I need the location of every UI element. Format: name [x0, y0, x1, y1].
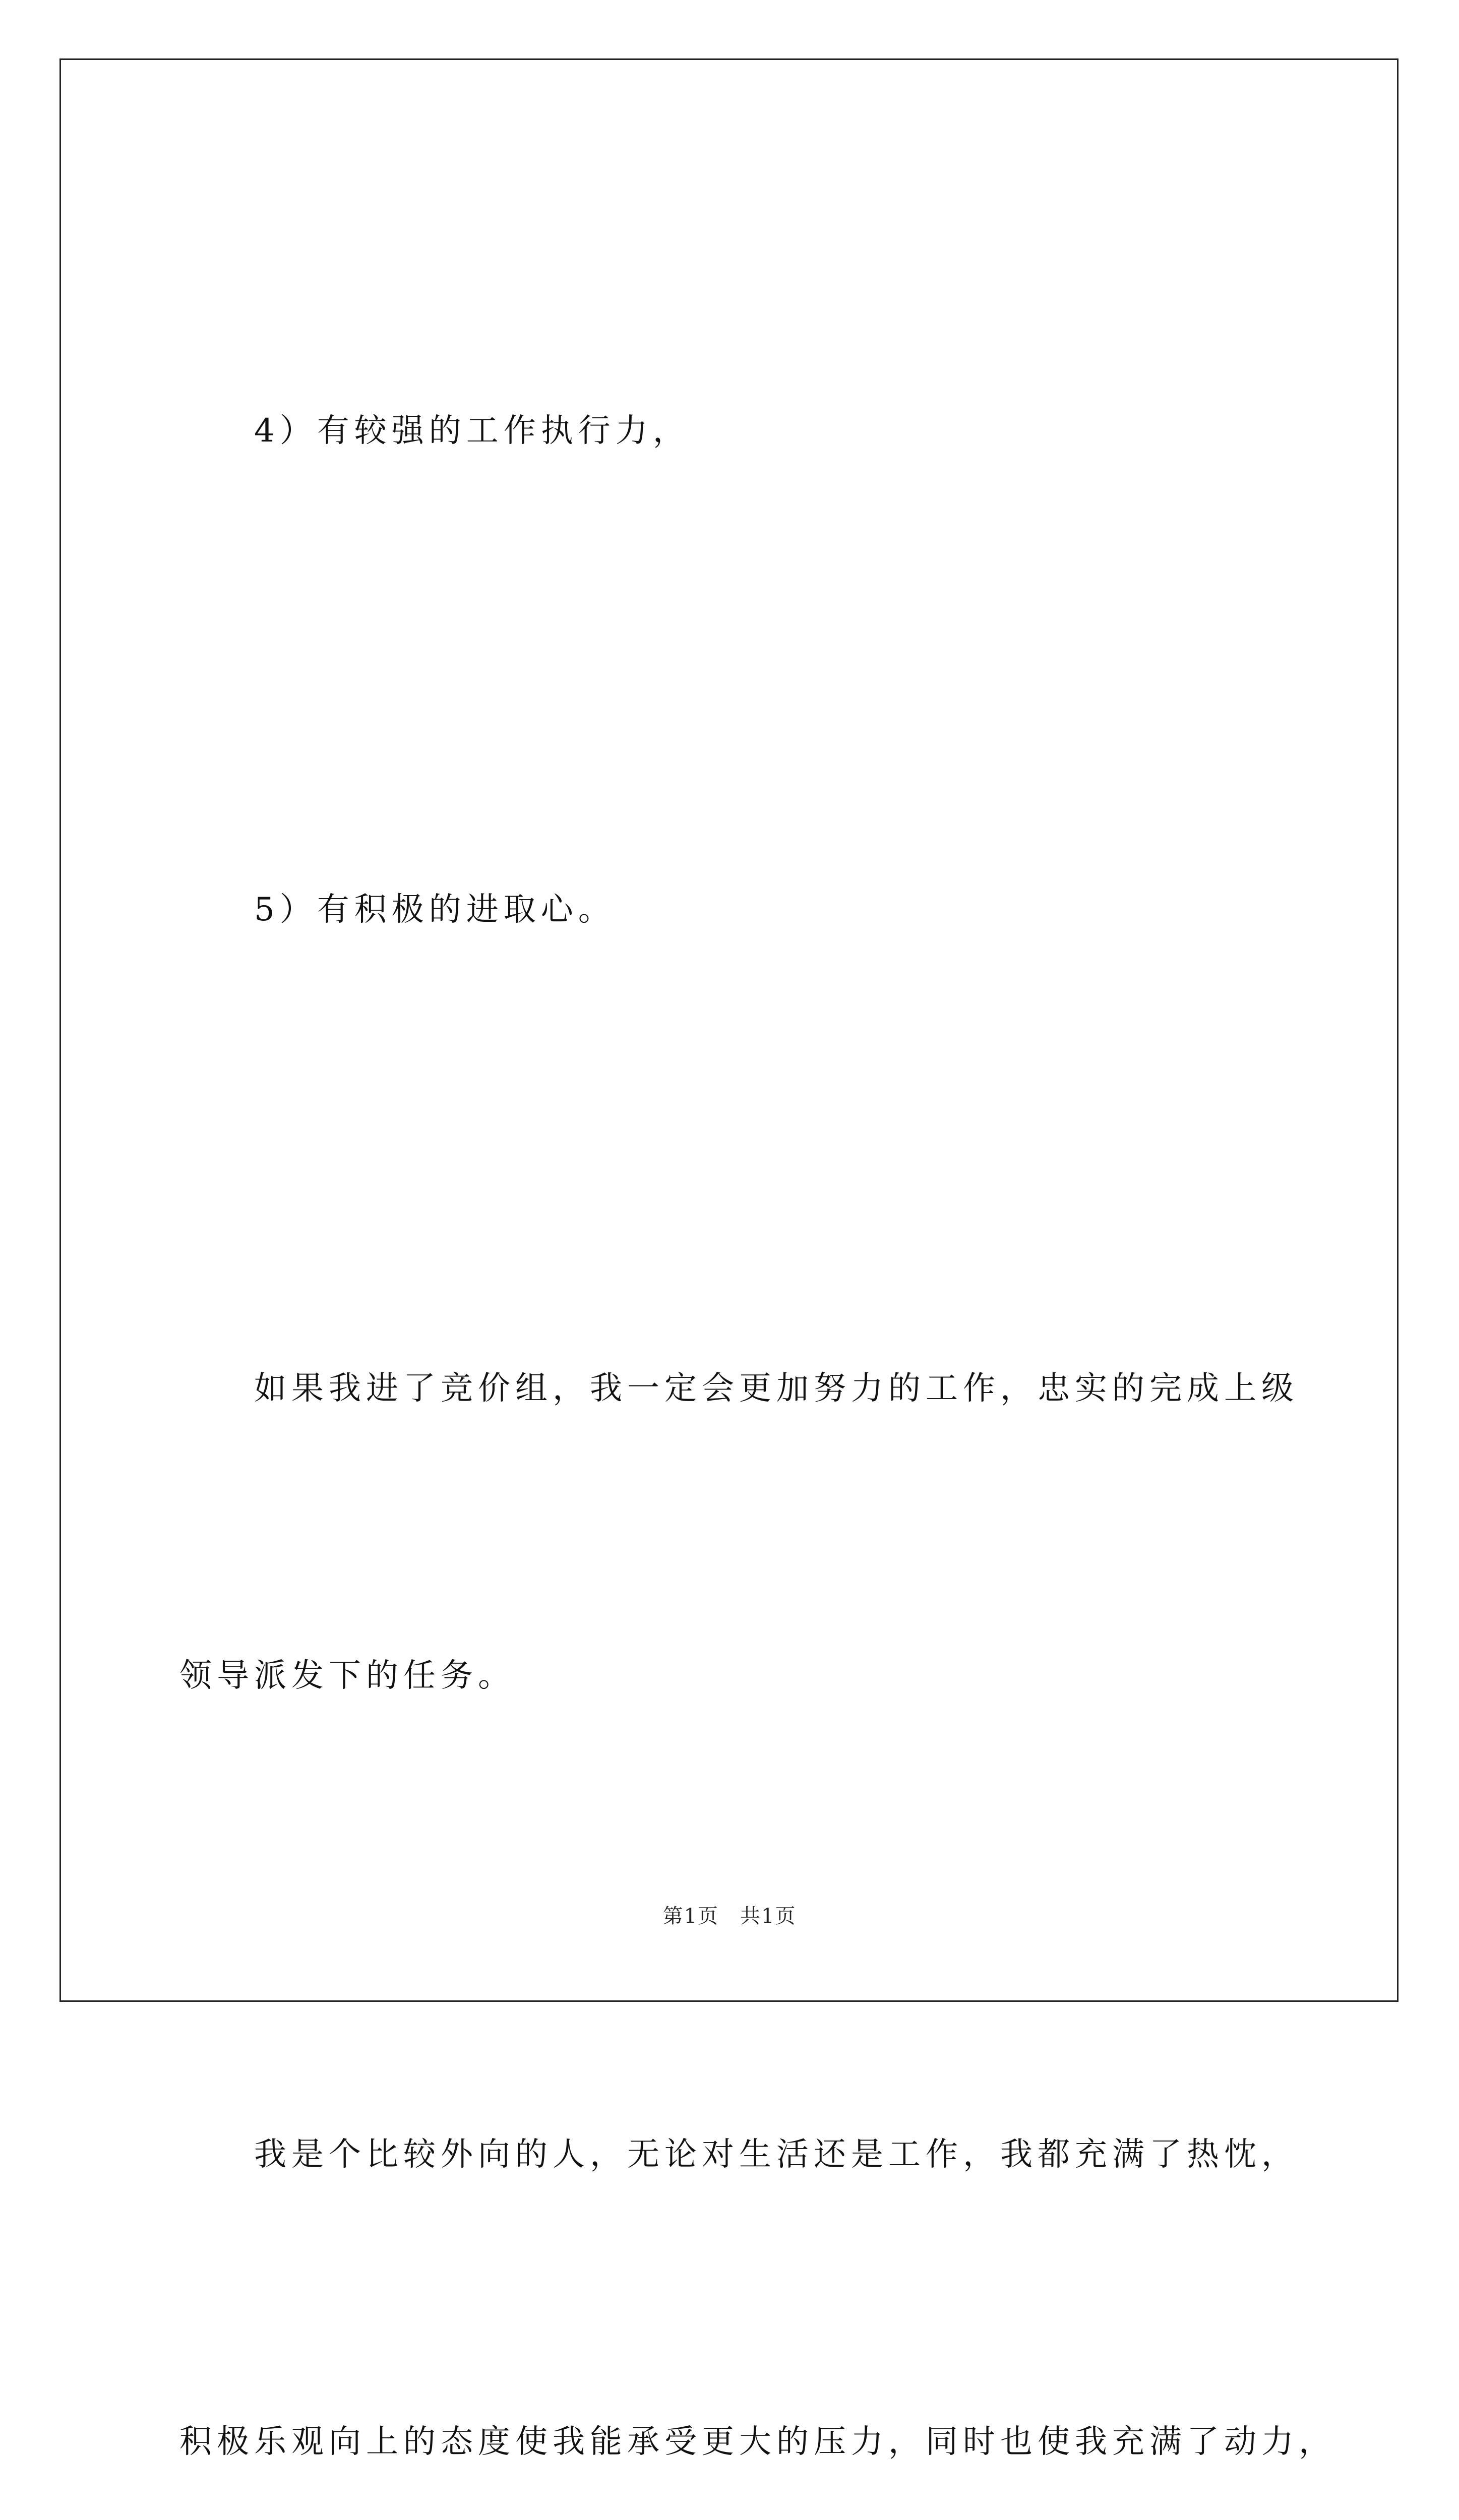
document-body: [179, 192, 1336, 2520]
paragraph-1: [179, 192, 1309, 670]
page-number-footer: 第1页 共1页: [662, 1905, 797, 1928]
paragraph-2: [179, 670, 1309, 1149]
paragraph-4: [179, 1915, 1336, 2520]
text-line: 5）有积极的进取心。: [254, 891, 616, 928]
text-line: 我是个比较外向的人，无论对生活还是工作，我都充满了热忱，: [254, 2136, 1299, 2173]
paragraph-3: [179, 1149, 1309, 1915]
text-line: 积极乐观向上的态度使我能承受更大的压力，同时也使我充满了动力，: [179, 2423, 1336, 2461]
text-line: 如果我进了竞价组，我一定会更加努力的工作，忠实的完成上级: [254, 1370, 1299, 1407]
text-line: 4）有较强的工作执行力，: [254, 412, 690, 450]
text-line: 领导派发下的任务。: [179, 1657, 515, 1694]
